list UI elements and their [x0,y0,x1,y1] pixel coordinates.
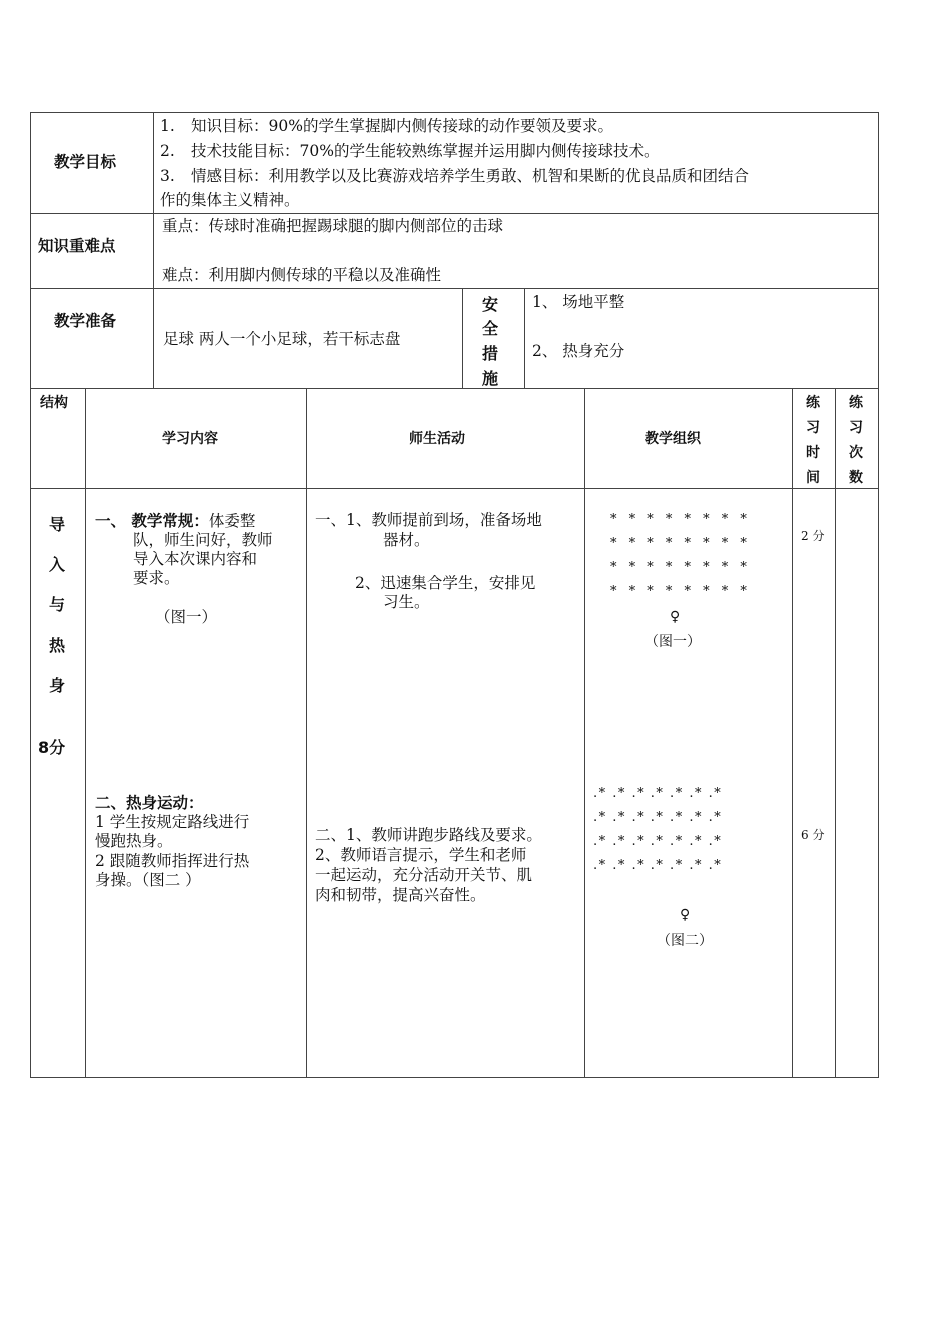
safety-char-3: 措 [482,344,499,363]
part2-time: 6 分 [801,828,825,842]
objective-3-text-line1: 情感目标：利用教学以及比赛游戏培养学生勇敢、机智和果断的优良品质和团结合 [191,167,750,185]
part1-figure-ref: （图一） [155,608,218,626]
section-char-3: 与 [49,595,66,614]
header-time-char-2: 习 [806,420,820,436]
section-char-2: 入 [49,555,66,574]
objective-2-num: 2. [160,142,175,160]
part1-formation-row-4: * * * * * * * * [610,584,751,599]
objectives-label: 教学目标 [54,153,117,171]
safety-char-2: 全 [482,319,499,338]
section-duration: 8分 [38,738,66,757]
header-activity: 师生活动 [409,431,465,447]
header-count-char-1: 练 [849,395,863,411]
preparation-label: 教学准备 [54,312,117,330]
part2-activity-line-4: 肉和韧带，提高兴奋性。 [315,886,486,904]
section-char-4: 热 [49,636,66,655]
count-cell [835,488,879,1078]
part1-activity-line2: 器材。 [383,531,430,549]
header-time-char-4: 间 [806,470,820,486]
part1-title-rest: 体委整 [208,512,256,530]
part1-title [95,511,255,531]
part2-activity-line-2: 2、教师语言提示，学生和老师 [315,846,527,864]
preparation-label-cell [30,288,154,389]
part1-figure-caption: （图一） [645,634,701,650]
part1-teacher-icon: ♀ [670,609,681,625]
part2-formation-row-2: .* .* .* .* .* .* .* [593,810,723,825]
part1-line-3: 要求。 [133,569,180,587]
part2-figure-caption: （图二） [657,933,713,949]
part1-title-bold: 一、 教学常规： [95,512,209,530]
header-organization: 教学组织 [645,431,701,447]
part2-line-3: 2 跟随教师指挥进行热 [95,852,250,870]
keypoints-label: 知识重难点 [38,237,116,255]
safety-char-4: 施 [482,369,499,388]
preparation-content: 足球 两人一个小足球，若干标志盘 [163,330,401,348]
part2-title: 二、热身运动： [95,794,204,812]
header-time-char-1: 练 [806,395,820,411]
time-cell [792,488,836,1078]
keypoints-focus: 重点：传球时准确把握踢球腿的脚内侧部位的击球 [162,217,504,235]
part2-line-4: 身操。（图二 ） [95,871,201,889]
content-cell [85,488,307,1078]
header-count-char-4: 数 [849,470,863,486]
objective-2-text: 技术技能目标：70%的学生能较熟练掌握并运用脚内侧传接球技术。 [191,142,660,160]
part1-line-1: 队，师生问好，教师 [133,531,273,549]
part1-activity-line3: 2、迅速集合学生，安排见 [355,574,536,592]
safety-item-2: 2、 热身充分 [532,342,625,360]
part2-activity-line-3: 一起运动，充分活动开关节、肌 [315,866,533,884]
part2-formation-row-3: .* .* .* .* .* .* .* [593,834,723,849]
part2-line-2: 慢跑热身。 [95,832,173,850]
part2-formation-row-4: .* .* .* .* .* .* .* [593,858,723,873]
part1-activity-line1: 一、1、教师提前到场，准备场地 [315,511,542,529]
safety-item-1: 1、 场地平整 [532,293,625,311]
objective-3-num: 3. [160,167,175,185]
part2-formation-row-1: .* .* .* .* .* .* .* [593,786,723,801]
keypoints-difficulty: 难点：利用脚内侧传球的平稳以及准确性 [162,266,442,284]
part2-teacher-icon: ♀ [680,907,691,923]
objective-1-text: 知识目标：90%的学生掌握脚内侧传接球的动作要领及要求。 [191,117,613,135]
header-count-char-3: 次 [849,445,863,461]
safety-char-1: 安 [482,295,499,314]
part1-activity-line4: 习生。 [383,593,430,611]
part1-formation-row-3: * * * * * * * * [610,560,751,575]
part1-formation-row-2: * * * * * * * * [610,536,751,551]
header-content: 学习内容 [162,431,218,447]
header-time-char-3: 时 [806,445,820,461]
header-structure: 结构 [40,395,68,411]
section-char-5: 身 [49,676,66,695]
part1-line-2: 导入本次课内容和 [133,550,258,568]
objective-1-num: 1. [160,117,175,135]
objective-3-text-line2: 作的集体主义精神。 [160,191,300,209]
section-char-1: 导 [49,515,66,534]
part1-formation-row-1: * * * * * * * * [610,512,751,527]
part1-time: 2 分 [801,529,825,543]
header-count-char-2: 习 [849,420,863,436]
part2-activity-line-1: 二、1、教师讲跑步路线及要求。 [315,826,542,844]
section-cell [30,488,86,1078]
part2-line-1: 1 学生按规定路线进行 [95,813,250,831]
